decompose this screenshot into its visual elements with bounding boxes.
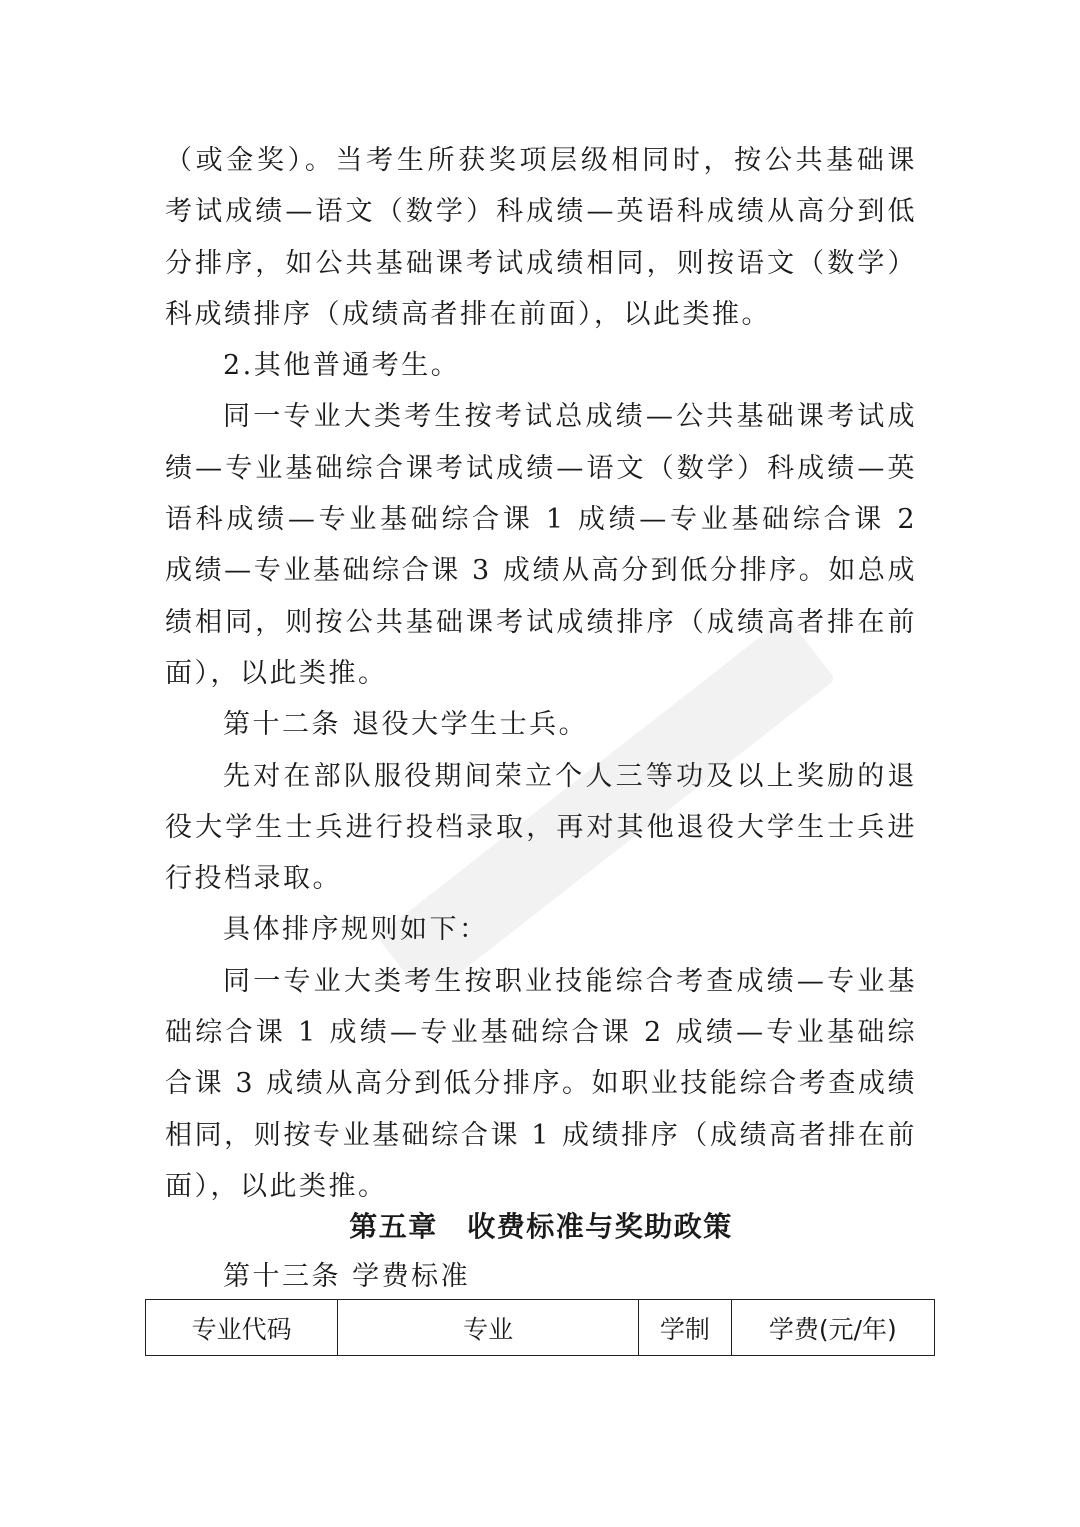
article-12-title: 第十二条 退役大学生士兵。: [223, 709, 589, 741]
header-major-code: 专业代码: [146, 1300, 338, 1356]
header-tuition: 学费(元/年): [731, 1300, 934, 1356]
paragraph-award-ranking: （或金奖）。当考生所获奖项层级相同时，按公共基础课考试成绩—语文（数学）科成绩—英语科成绩从高分到低分排序，如公共基础课考试成绩相同，则按语文（数学）科成绩排序（成绩高者排在前面），以此类推。: [165, 145, 917, 330]
paragraph-veteran-sorting-rule: 同一专业大类考生按职业技能综合考查成绩—专业基础综合课 1 成绩—专业基础综合课 2 成绩—专业基础综合课 3 成绩从高分到低分排序。如职业技能综合考查成绩相同，则按专业基础综合课 1 成绩排序（成绩高者排在前面），以此类推。: [165, 965, 917, 1202]
header-major: 专业: [338, 1300, 639, 1356]
paragraph-sorting-rules-heading: 具体排序规则如下：: [223, 914, 489, 946]
chapter-title: 第五章 收费标准与奖助政策: [349, 1210, 733, 1243]
fee-table-header-row: [146, 1300, 935, 1356]
paragraph-other-candidates-rule: 同一专业大类考生按考试总成绩—公共基础课考试成绩—专业基础综合课考试成绩—语文（数学）科成绩—英语科成绩—专业基础综合课 1 成绩—专业基础综合课 2 成绩—专业基础综合课 3 成绩从高分到低分排序。如总成绩相同，则按公共基础课考试成绩排序（成绩高者排在前面），以此类推。: [165, 401, 917, 689]
paragraph-other-candidates-heading: 2.其他普通考生。: [223, 350, 461, 382]
fee-table: [145, 1299, 935, 1356]
paragraph-veteran-admission: 先对在部队服役期间荣立个人三等功及以上奖励的退役大学生士兵进行投档录取，再对其他退役大学生士兵进行投档录取。: [165, 760, 917, 895]
article-13-title: 第十三条 学费标准: [223, 1261, 471, 1292]
header-duration: 学制: [639, 1300, 732, 1356]
body-text: [165, 135, 917, 1212]
